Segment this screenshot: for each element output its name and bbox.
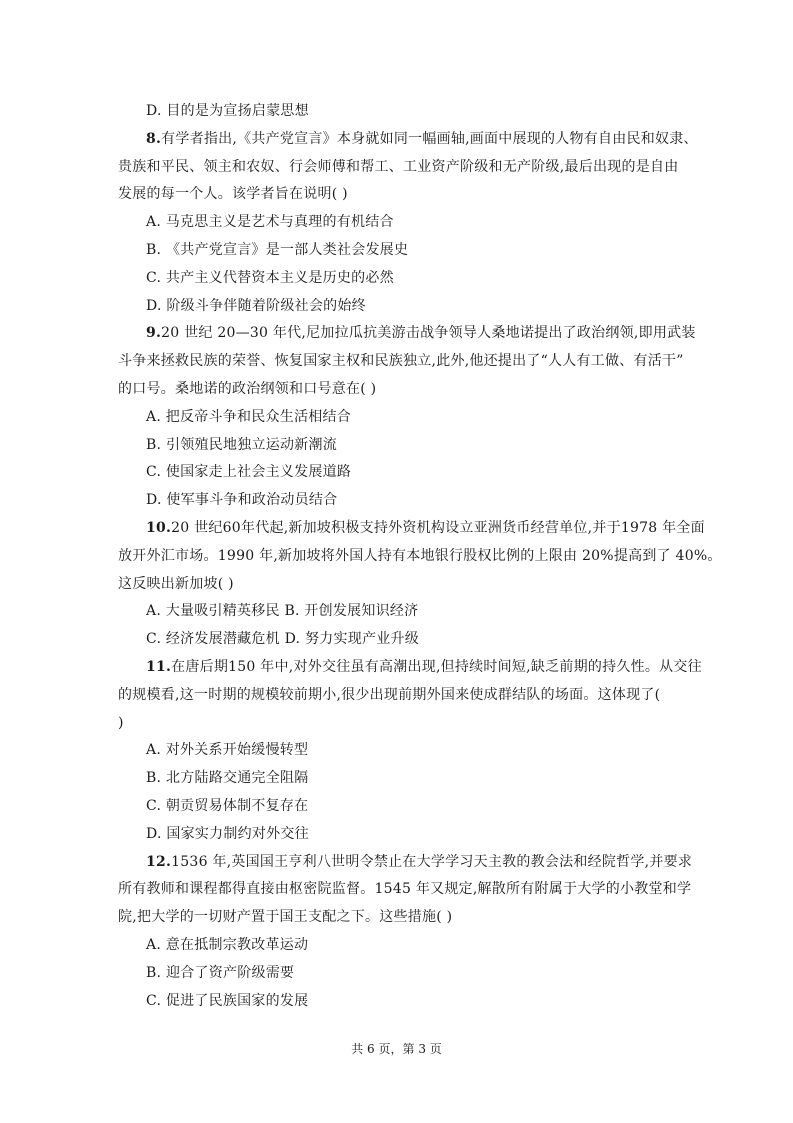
question-text-line: 的规模看,这一时期的规模较前期小,很少出现前期外国来使成群结队的场面。这体现了( [118,686,661,703]
answer-option: B. 《共产党宣言》是一部人类社会发展史 [146,241,409,258]
question-text: 20 世纪60年代起,新加坡积极支持外资机构设立亚洲货币经营单位,并于1978 年全面 [171,519,705,536]
question-number: 10. [146,519,172,536]
page-footer: 共 6 页，第 3 页 [351,1042,442,1056]
question-number: 9. [146,325,162,342]
answer-option: D. 国家实力制约对外交往 [146,825,309,842]
answer-option: A. 大量吸引精英移民 B. 开创发展知识经济 [146,603,419,620]
answer-option: D. 使军事斗争和政治动员结合 [146,492,338,509]
answer-option: B. 引领殖民地独立运动新潮流 [146,436,337,453]
question-stem-line [118,515,705,543]
question-text-line: 贵族和平民、领主和农奴、行会师傅和帮工、工业资产阶级和无产阶级,最后出现的是自由 [118,158,679,175]
question-stem-line [118,126,698,154]
answer-option: C. 经济发展潜藏危机 D. 努力实现产业升级 [146,631,419,648]
question-text-line: 放开外汇市场。1990 年,新加坡将外国人持有本地银行股权比例的上限由 20%提高到了 40%。 [118,547,722,564]
question-text: 在唐后期150 年中,对外交往虽有高潮出现,但持续时间短,缺乏前期的持久性。从交往 [171,658,702,675]
answer-option: B. 迎合了资产阶级需要 [146,964,295,981]
question-number: 11. [146,658,172,675]
question-stem-line [118,320,696,348]
question-content [118,98,722,1015]
answer-option: B. 北方陆路交通完全阻隔 [146,770,309,787]
question-text-line: 的口号。桑地诺的政治纲领和口号意在( ) [118,380,377,397]
question-text: 1536 年,英国国王亨利八世明令禁止在大学学习天主教的教会法和经院哲学,并要求 [171,853,693,870]
answer-option: C. 朝贡贸易体制不复存在 [146,797,309,814]
question-text-line: 斗争来拯救民族的荣誉、恢复国家主权和民族独立,此外,他还提出了“人人有工做、有活干” [118,353,684,370]
question-text-line: ) [118,714,124,731]
answer-option: C. 促进了民族国家的发展 [146,992,309,1009]
answer-option: A. 意在抵制宗教改革运动 [146,936,309,953]
question-text: 有学者指出,《共产党宣言》本身就如同一幅画轴,画面中展现的人物有自由民和奴隶、 [161,130,698,147]
question-text: 20 世纪 20—30 年代,尼加拉瓜抗美游击战争领导人桑地诺提出了政治纲领,即用武装 [161,325,696,342]
answer-option: D. 目的是为宣扬启蒙思想 [146,103,309,119]
answer-option: C. 使国家走上社会主义发展道路 [146,464,352,481]
answer-option: A. 马克思主义是艺术与真理的有机结合 [146,214,394,231]
question-stem-line [118,849,693,877]
question-text-line: 这反映出新加坡( ) [118,575,234,592]
question-text-line: 所有教师和课程都得直接由枢密院监督。1545 年又规定,解散所有附属于大学的小教堂和学 [118,881,692,898]
answer-option: D. 阶级斗争伴随着阶级社会的始终 [146,297,366,314]
answer-option: C. 共产主义代替资本主义是历史的必然 [146,269,394,286]
question-text-line: 发展的每一个人。该学者旨在说明( ) [118,186,348,203]
question-number: 8. [146,130,162,147]
answer-option: A. 对外关系开始缓慢转型 [146,742,309,759]
question-text-line: 院,把大学的一切财产置于国王支配之下。这些措施( ) [118,909,453,926]
answer-option: A. 把反帝斗争和民众生活相结合 [146,408,352,425]
question-stem-line [118,654,702,682]
question-number: 12. [146,853,172,870]
